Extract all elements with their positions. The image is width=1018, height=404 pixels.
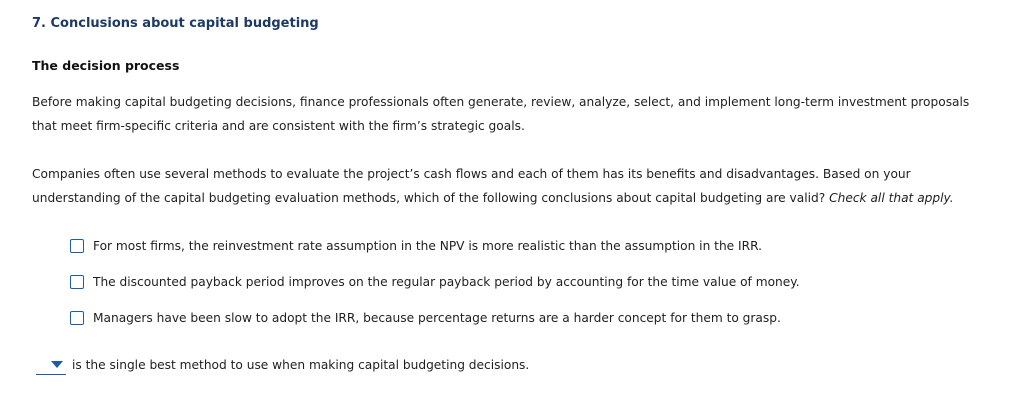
option-checkbox[interactable] xyxy=(70,311,84,325)
question-instruction: Check all that apply. xyxy=(829,191,954,205)
intro-paragraph: Before making capital budgeting decisions, finance professionals often generate, review, analyze, select, and implement long-term investment proposals that meet firm-specific criteria and are consistent with the firm’s strategic goals. xyxy=(32,95,970,133)
section-heading: The decision process xyxy=(32,58,180,73)
method-dropdown[interactable] xyxy=(36,354,66,375)
question-prompt: Companies often use several methods to evaluate the project’s cash flows and each of them has its benefits and disadvantages. Based on your understanding of the capital budgeting evaluation methods, which of the following conclusions about capital budgeting are valid? xyxy=(32,167,911,205)
question-paragraph xyxy=(32,162,992,210)
option-item[interactable] xyxy=(70,264,800,300)
chevron-down-icon xyxy=(51,361,63,368)
option-item[interactable] xyxy=(70,228,800,264)
option-label: For most firms, the reinvestment rate assumption in the NPV is more realistic than the assumption in the IRR. xyxy=(93,239,763,253)
option-label: The discounted payback period improves on the regular payback period by accounting for the time value of money. xyxy=(93,275,800,289)
question-title: 7. Conclusions about capital budgeting xyxy=(32,16,319,31)
dropdown-sentence-text: is the single best method to use when making capital budgeting decisions. xyxy=(72,357,530,372)
option-checkbox[interactable] xyxy=(70,275,84,289)
answer-options xyxy=(70,228,800,336)
dropdown-sentence xyxy=(36,354,529,375)
option-checkbox[interactable] xyxy=(70,239,84,253)
option-item[interactable] xyxy=(70,300,800,336)
option-label: Managers have been slow to adopt the IRR, because percentage returns are a harder concept for them to grasp. xyxy=(93,311,781,325)
